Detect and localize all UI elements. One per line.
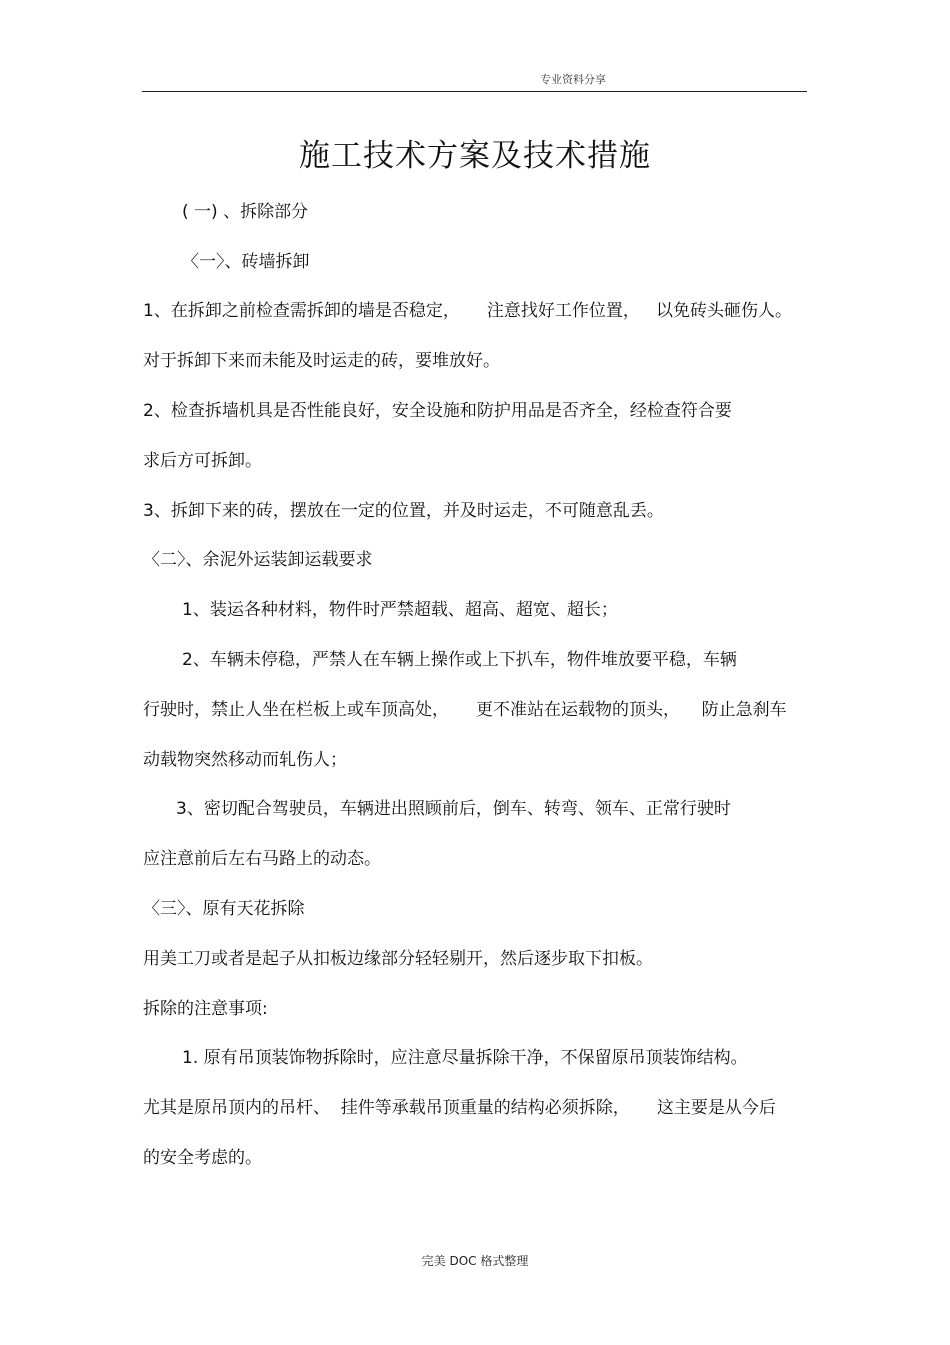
paragraph-line: 2、检查拆墙机具是否性能良好，安全设施和防护用品是否齐全，经检查符合要 xyxy=(143,401,732,421)
section-heading: ( 一) 、拆除部分 xyxy=(182,202,309,222)
paragraph-line: 用美工刀或者是起子从扣板边缘部分轻轻剔开，然后逐步取下扣板。 xyxy=(143,949,653,969)
paragraph-line: 应注意前后左右马路上的动态。 xyxy=(143,849,381,869)
paragraph-line: 求后方可拆卸。 xyxy=(143,451,262,471)
paragraph-line: 1、在拆卸之前检查需拆卸的墙是否稳定， 注意找好工作位置， 以免砖头砸伤人。 xyxy=(143,301,793,321)
paragraph-line: 3、密切配合驾驶员，车辆进出照顾前后，倒车、转弯、领车、正常行驶时 xyxy=(176,799,731,819)
page-footer: 完美 DOC 格式整理 xyxy=(421,1254,529,1268)
header-divider xyxy=(142,91,807,92)
page-header: 专业资料分享 xyxy=(540,73,606,86)
paragraph-line: 拆除的注意事项: xyxy=(143,999,268,1019)
paragraph-line: 行驶时，禁止人坐在栏板上或车顶高处， 更不准站在运载物的顶头， 防止急刹车 xyxy=(143,700,787,720)
paragraph-line: 对于拆卸下来而未能及时运走的砖，要堆放好。 xyxy=(143,351,500,371)
paragraph-line: 尤其是原吊顶内的吊杆、 挂件等承载吊顶重量的结构必须拆除， 这主要是从今后 xyxy=(143,1098,776,1118)
paragraph-line: 动载物突然移动而轧伤人； xyxy=(143,750,347,770)
subsection-heading: 〈一〉、砖墙拆卸 xyxy=(182,252,310,272)
subsection-heading: 〈二〉、余泥外运装卸运载要求 xyxy=(143,550,373,570)
paragraph-line: 1. 原有吊顶装饰物拆除时，应注意尽量拆除干净，不保留原吊顶装饰结构。 xyxy=(182,1048,748,1068)
paragraph-line: 3、拆卸下来的砖，摆放在一定的位置，并及时运走，不可随意乱丢。 xyxy=(143,501,664,521)
document-title: 施工技术方案及技术措施 xyxy=(299,138,651,174)
subsection-heading: 〈三〉、原有天花拆除 xyxy=(143,899,305,919)
paragraph-line: 1、装运各种材料，物件时严禁超载、超高、超宽、超长； xyxy=(182,600,618,620)
paragraph-line: 2、车辆未停稳，严禁人在车辆上操作或上下扒车，物件堆放要平稳，车辆 xyxy=(182,650,737,670)
paragraph-line: 的安全考虑的。 xyxy=(143,1148,262,1168)
